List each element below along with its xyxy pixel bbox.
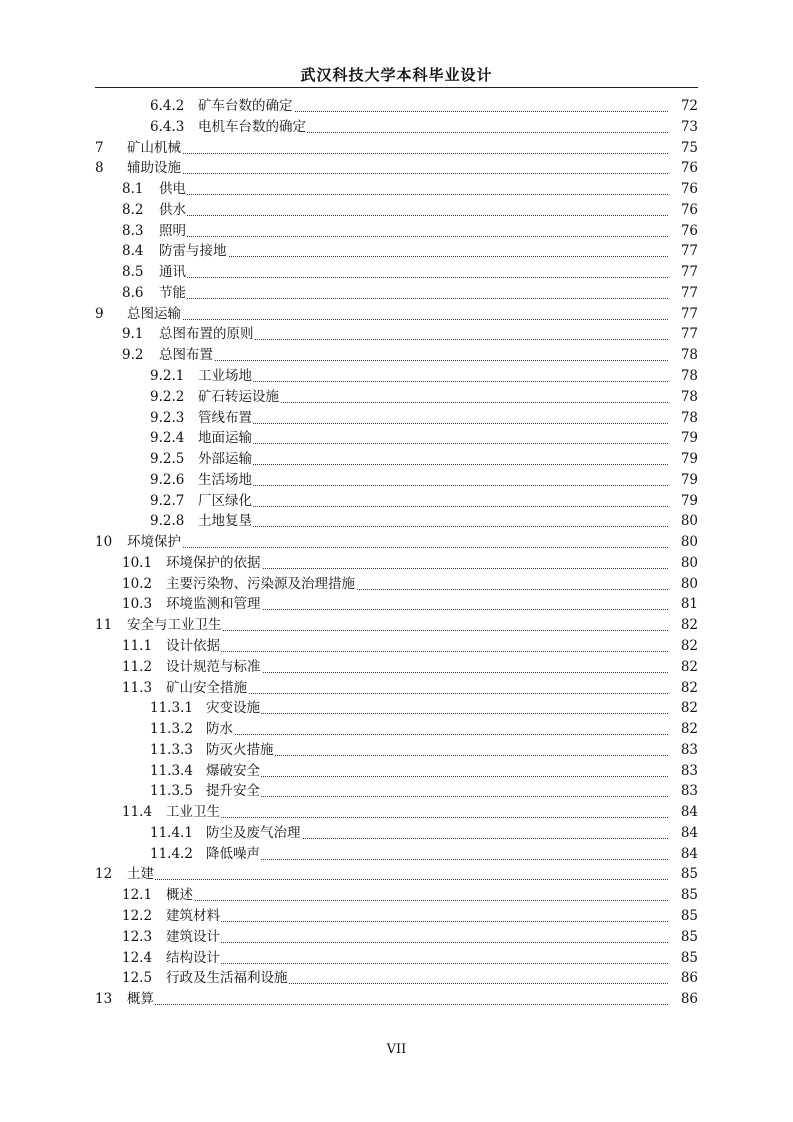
toc-entry-number: 8.6 <box>122 284 144 301</box>
toc-dot-leader <box>198 483 668 486</box>
toc-entry-title: 矿山机械 <box>127 139 181 156</box>
toc-dot-leader <box>159 275 668 278</box>
toc-entry[interactable] <box>0 283 793 303</box>
toc-entry-title: 设计依据 <box>166 638 220 655</box>
toc-entry-title: 外部运输 <box>198 451 252 468</box>
toc-dot-leader <box>127 1002 668 1005</box>
toc-entry[interactable] <box>0 989 793 1009</box>
toc-entry-page: 77 <box>670 324 698 344</box>
toc-entry[interactable] <box>0 719 793 739</box>
toc-entry-title: 爆破安全 <box>206 762 260 779</box>
toc-entry-number: 12.5 <box>122 970 153 987</box>
toc-entry-title: 设计规范与标准 <box>166 658 261 675</box>
toc-entry-page: 83 <box>670 761 698 781</box>
toc-entry-number: 11.1 <box>122 638 153 655</box>
toc-entry[interactable] <box>0 948 793 968</box>
toc-entry-page: 79 <box>670 491 698 511</box>
page-header-title: 武汉科技大学本科毕业设计 <box>300 66 493 84</box>
toc-entry-number: 9.2.6 <box>150 471 185 488</box>
toc-entry[interactable] <box>0 761 793 781</box>
toc-entry[interactable] <box>0 324 793 344</box>
toc-entry-page: 72 <box>670 96 698 116</box>
toc-dot-leader <box>198 504 668 507</box>
footer-page-number: VII <box>386 1042 407 1057</box>
toc-entry-title: 土建 <box>127 866 154 883</box>
toc-entry-number: 11.3.2 <box>150 721 193 738</box>
toc-entry-title: 节能 <box>159 284 186 301</box>
toc-entry-page: 82 <box>670 678 698 698</box>
toc-entry[interactable] <box>0 200 793 220</box>
toc-entry-page: 78 <box>670 345 698 365</box>
toc-entry-title: 主要污染物、污染源及治理措施 <box>166 575 355 592</box>
toc-dot-leader <box>198 421 668 424</box>
toc-dot-leader <box>159 192 668 195</box>
toc-entry-page: 82 <box>670 657 698 677</box>
toc-entry-page: 80 <box>670 553 698 573</box>
toc-dot-leader <box>198 462 668 465</box>
toc-entry[interactable] <box>0 511 793 531</box>
toc-entry-title: 防水 <box>206 721 233 738</box>
toc-dot-leader <box>206 732 668 735</box>
toc-entry-number: 7 <box>95 139 104 156</box>
toc-entry-page: 76 <box>670 179 698 199</box>
toc-entry-number: 9.2.5 <box>150 451 185 468</box>
toc-entry-title: 工业场地 <box>198 368 252 384</box>
toc-entry-page: 84 <box>670 823 698 843</box>
toc-entry[interactable] <box>0 221 793 241</box>
toc-entry-number: 9.2.8 <box>150 513 185 530</box>
toc-entry-title: 矿石转运设施 <box>198 388 279 405</box>
toc-entry-page: 82 <box>670 698 698 718</box>
toc-entry-title: 生活场地 <box>198 471 252 488</box>
toc-entry-title: 防尘及废气治理 <box>206 824 301 841</box>
toc-dot-leader <box>166 898 668 901</box>
toc-entry-page: 78 <box>670 366 698 386</box>
toc-entry[interactable] <box>0 927 793 947</box>
toc-entry-page: 80 <box>670 574 698 594</box>
toc-entry-number: 11.3.1 <box>150 700 193 717</box>
toc-entry[interactable] <box>0 885 793 905</box>
toc-entry-page: 80 <box>670 532 698 552</box>
toc-entry-number: 11.4.1 <box>150 824 193 841</box>
toc-entry-page: 79 <box>670 470 698 490</box>
toc-dot-leader <box>159 254 668 257</box>
toc-entry-number: 12.1 <box>122 887 153 904</box>
toc-entry-title: 安全与工业卫生 <box>127 617 222 634</box>
toc-entry-number: 8.2 <box>122 201 144 218</box>
toc-entry-title: 供电 <box>159 181 186 198</box>
toc-entry-title: 供水 <box>159 201 186 218</box>
toc-entry-title: 环境监测和管理 <box>166 596 261 613</box>
toc-dot-leader <box>127 545 668 548</box>
toc-entry-number: 8.4 <box>122 243 144 260</box>
toc-dot-leader <box>159 358 668 361</box>
toc-entry-title: 提升安全 <box>206 783 260 800</box>
toc-entry[interactable] <box>0 698 793 718</box>
toc-entry-number: 10.1 <box>122 554 153 571</box>
header-divider <box>95 87 698 88</box>
toc-dot-leader <box>166 919 668 922</box>
toc-entry-page: 77 <box>670 262 698 282</box>
toc-entry-number: 11.3.5 <box>150 783 193 800</box>
toc-dot-leader <box>127 171 668 174</box>
toc-entry-page: 81 <box>670 594 698 614</box>
toc-dot-leader <box>206 711 668 714</box>
toc-entry-title: 灾变设施 <box>206 700 260 717</box>
toc-entry[interactable] <box>0 158 793 178</box>
toc-entry-title: 总图运输 <box>127 305 181 322</box>
toc-entry-title: 行政及生活福利设施 <box>166 970 288 987</box>
toc-entry[interactable] <box>0 574 793 594</box>
toc-entry-page: 84 <box>670 844 698 864</box>
toc-dot-leader <box>206 857 668 860</box>
toc-entry[interactable] <box>0 345 793 365</box>
toc-entry-title: 通讯 <box>159 264 186 281</box>
toc-dot-leader <box>127 317 668 320</box>
toc-entry-number: 11.2 <box>122 658 153 675</box>
toc-entry-number: 8.3 <box>122 222 144 239</box>
toc-entry[interactable] <box>0 408 793 428</box>
toc-entry[interactable] <box>0 262 793 282</box>
toc-entry-title: 防灭火措施 <box>206 741 274 758</box>
toc-entry[interactable] <box>0 491 793 511</box>
toc-dot-leader <box>166 961 668 964</box>
toc-entry-title: 概算 <box>127 991 154 1008</box>
toc-entry[interactable] <box>0 636 793 656</box>
toc-entry-page: 76 <box>670 200 698 220</box>
toc-entry-number: 9.2 <box>122 347 144 364</box>
toc-entry-number: 8.5 <box>122 264 144 281</box>
toc-entry-page: 85 <box>670 948 698 968</box>
toc-entry-number: 6.4.2 <box>150 98 185 114</box>
toc-entry-title: 辅助设施 <box>127 160 181 177</box>
toc-entry-number: 9 <box>95 305 104 322</box>
toc-entry-title: 建筑设计 <box>166 928 220 945</box>
toc-dot-leader <box>166 649 668 652</box>
toc-entry[interactable] <box>0 740 793 760</box>
toc-entry-page: 75 <box>670 138 698 158</box>
toc-entry[interactable] <box>0 615 793 635</box>
toc-entry-number: 12 <box>95 866 113 883</box>
toc-entry-number: 11.3.3 <box>150 741 193 758</box>
toc-entry-number: 9.2.4 <box>150 430 185 447</box>
toc-entry[interactable] <box>0 96 793 116</box>
toc-dot-leader <box>159 213 668 216</box>
toc-entry-page: 77 <box>670 283 698 303</box>
toc-entry[interactable] <box>0 844 793 864</box>
toc-entry-page: 83 <box>670 781 698 801</box>
toc-entry[interactable] <box>0 387 793 407</box>
toc-entry-page: 86 <box>670 968 698 988</box>
toc-entry-page: 86 <box>670 989 698 1009</box>
toc-entry-title: 结构设计 <box>166 949 220 966</box>
toc-entry-page: 82 <box>670 719 698 739</box>
toc-dot-leader <box>166 940 668 943</box>
toc-entry-title: 管线布置 <box>198 409 252 426</box>
toc-entry[interactable] <box>0 968 793 988</box>
toc-entry-number: 9.2.7 <box>150 492 185 509</box>
toc-entry-number: 11 <box>95 617 113 634</box>
toc-entry-title: 土地复垦 <box>198 513 252 530</box>
toc-entry-page: 85 <box>670 885 698 905</box>
toc-entry[interactable] <box>0 802 793 822</box>
toc-entry[interactable] <box>0 117 793 137</box>
toc-entry[interactable] <box>0 304 793 324</box>
toc-entry-title: 矿车台数的确定 <box>198 98 293 114</box>
toc-entry-page: 82 <box>670 636 698 656</box>
toc-entry-page: 82 <box>670 615 698 635</box>
toc-entry[interactable] <box>0 449 793 469</box>
toc-entry-page: 85 <box>670 864 698 884</box>
toc-entry-page: 78 <box>670 387 698 407</box>
toc-entry-number: 9.2.1 <box>150 368 185 384</box>
toc-entry-page: 84 <box>670 802 698 822</box>
toc-dot-leader <box>127 877 668 880</box>
toc-entry-page: 76 <box>670 221 698 241</box>
toc-entry[interactable] <box>0 781 793 801</box>
toc-entry[interactable] <box>0 241 793 261</box>
toc-entry[interactable] <box>0 906 793 926</box>
toc-entry-number: 10.2 <box>122 575 153 592</box>
toc-entry[interactable] <box>0 678 793 698</box>
toc-entry-title: 概述 <box>166 887 193 904</box>
toc-entry-number: 9.2.3 <box>150 409 185 426</box>
toc-entry-number: 9.1 <box>122 326 144 343</box>
toc-entry-title: 防雷与接地 <box>159 243 227 260</box>
toc-entry[interactable] <box>0 138 793 158</box>
toc-dot-leader <box>198 379 668 382</box>
toc-entry-title: 环境保护 <box>127 534 181 551</box>
toc-dot-leader <box>206 794 668 797</box>
toc-entry-title: 建筑材料 <box>166 908 220 925</box>
toc-entry-number: 12.3 <box>122 928 153 945</box>
toc-entry-title: 地面运输 <box>198 430 252 447</box>
toc-entry-number: 12.4 <box>122 949 153 966</box>
toc-entry[interactable] <box>0 366 793 386</box>
toc-entry-page: 76 <box>670 158 698 178</box>
toc-entry-title: 降低噪声 <box>206 845 260 862</box>
toc-dot-leader <box>198 441 668 444</box>
toc-entry[interactable] <box>0 470 793 490</box>
toc-entry-number: 9.2.2 <box>150 388 185 405</box>
toc-dot-leader <box>159 296 668 299</box>
toc-entry-page: 80 <box>670 511 698 531</box>
toc-dot-leader <box>159 234 668 237</box>
toc-entry[interactable] <box>0 532 793 552</box>
toc-entry-number: 11.3.4 <box>150 762 193 779</box>
toc-entry-title: 厂区绿化 <box>198 492 252 509</box>
toc-entry-number: 8.1 <box>122 181 144 198</box>
toc-dot-leader <box>206 753 668 756</box>
toc-entry-page: 79 <box>670 428 698 448</box>
toc-entry[interactable] <box>0 428 793 448</box>
toc-entry-title: 矿山安全措施 <box>166 679 247 696</box>
toc-entry-number: 11.3 <box>122 679 153 696</box>
toc-entry[interactable] <box>0 179 793 199</box>
toc-entry-title: 环境保护的依据 <box>166 554 261 571</box>
toc-entry-page: 73 <box>670 117 698 137</box>
toc-entry-number: 12.2 <box>122 908 153 925</box>
toc-dot-leader <box>127 151 668 154</box>
toc-dot-leader <box>206 774 668 777</box>
toc-entry-title: 总图布置 <box>159 347 213 364</box>
toc-entry-title: 照明 <box>159 222 186 239</box>
toc-entry-number: 11.4.2 <box>150 845 193 862</box>
toc-entry-title: 工业卫生 <box>166 804 220 821</box>
toc-dot-leader <box>198 524 668 527</box>
toc-entry[interactable] <box>0 594 793 614</box>
toc-dot-leader <box>166 815 668 818</box>
toc-entry[interactable] <box>0 657 793 677</box>
toc-entry-number: 13 <box>95 991 113 1008</box>
toc-entry[interactable] <box>0 864 793 884</box>
toc-entry-page: 77 <box>670 304 698 324</box>
toc-entry-number: 8 <box>95 160 104 177</box>
toc-entry-number: 10.3 <box>122 596 153 613</box>
toc-entry-title: 电机车台数的确定 <box>198 118 306 135</box>
toc-entry-page: 85 <box>670 906 698 926</box>
toc-entry[interactable] <box>0 553 793 573</box>
toc-entry-number: 10 <box>95 534 113 551</box>
toc-entry-page: 79 <box>670 449 698 469</box>
toc-entry-page: 85 <box>670 927 698 947</box>
toc-entry-title: 总图布置的原则 <box>159 326 254 343</box>
toc-entry-page: 83 <box>670 740 698 760</box>
toc-entry-page: 77 <box>670 241 698 261</box>
toc-entry-number: 6.4.3 <box>150 118 185 135</box>
toc-entry[interactable] <box>0 823 793 843</box>
toc-entry-page: 78 <box>670 408 698 428</box>
toc-entry-number: 11.4 <box>122 804 153 821</box>
